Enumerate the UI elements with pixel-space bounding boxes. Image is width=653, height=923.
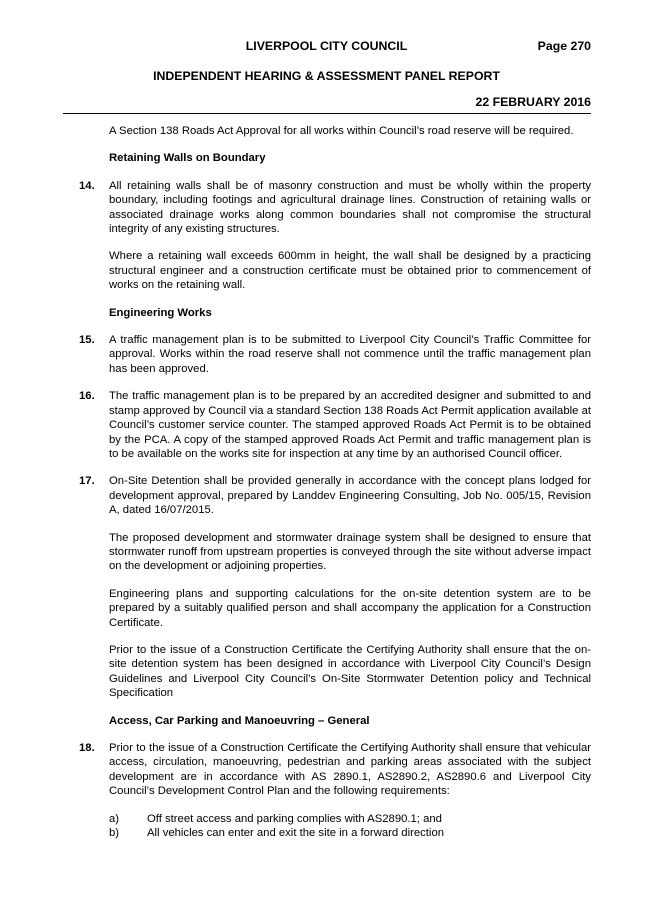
condition-number: 17. xyxy=(79,475,95,488)
condition-paragraph: Engineering plans and supporting calculations for the on-site detention system are to be prepared by a suitably qualified person and shall accompany the application for a Construction Certificate. xyxy=(109,587,591,629)
condition-17 xyxy=(79,474,591,700)
condition-paragraph: The traffic management plan is to be prepared by an accredited designer and submitted to and stamp approved by Council via a standard Section 138 Roads Act Permit application available at Council’s customer service counter. The stamped approved Roads Act Permit is to be obtained by the PCA. A copy of the stamped approved Roads Act Permit and traffic management plan is to be available on the works site for inspection at any time by an authorised Council officer. xyxy=(109,390,591,460)
document-body xyxy=(79,124,591,840)
condition-16 xyxy=(79,389,591,461)
list-item xyxy=(79,826,591,840)
page-number: Page 270 xyxy=(537,39,591,53)
condition-paragraph: Prior to the issue of a Construction Certificate the Certifying Authority shall ensure that vehicular access, circulation, manoeuvring, pedestrian and parking areas associated with the subject development are in accordance with AS 2890.1, AS2890.2, AS2890.6 and Liverpool City Council’s Development Control Plan and the following requirements: xyxy=(109,742,591,798)
heading-engineering-works: Engineering Works xyxy=(109,306,212,319)
condition-number: 16. xyxy=(79,390,95,403)
condition-number: 15. xyxy=(79,334,95,347)
condition-18 xyxy=(79,741,591,799)
report-title: INDEPENDENT HEARING & ASSESSMENT PANEL REPORT xyxy=(153,69,500,83)
council-name: LIVERPOOL CITY COUNCIL xyxy=(245,39,408,53)
condition-paragraph: On-Site Detention shall be provided generally in accordance with the concept plans lodged for development approval, prepared by Landdev Engineering Consulting, Job No. 005/15, Revision A, dated 16/07/2015. xyxy=(109,475,591,517)
condition-paragraph: Prior to the issue of a Construction Certificate the Certifying Authority shall ensure that the on-site detention system has been designed in accordance with Liverpool City Council’s Design Guidelines and Liverpool City Council’s On-Site Stormwater Detention policy and Technical Specification xyxy=(109,643,591,700)
condition-number: 14. xyxy=(79,179,95,192)
intro-paragraph: A Section 138 Roads Act Approval for all works within Council’s road reserve will be required. xyxy=(109,125,574,137)
list-item-letter: b) xyxy=(109,827,120,840)
condition-14 xyxy=(79,179,591,293)
condition-paragraph: The proposed development and stormwater drainage system shall be designed to ensure that stormwater runoff from upstream properties is conveyed through the site without adverse impact on the development or adjoining properties. xyxy=(109,531,591,573)
list-item-letter: a) xyxy=(109,812,120,825)
condition-paragraph: A traffic management plan is to be submitted to Liverpool City Council’s Traffic Committee for approval. Works within the road reserve shall not commence until the traffic management plan has been approved. xyxy=(109,334,591,375)
list-item xyxy=(79,812,591,826)
condition-paragraph: Where a retaining wall exceeds 600mm in height, the wall shall be designed by a practicing structural engineer and a construction certificate must be obtained prior to commencement of works on the retaining wall. xyxy=(109,250,591,292)
heading-access-parking: Access, Car Parking and Manoeuvring – General xyxy=(109,714,370,727)
condition-15 xyxy=(79,333,591,376)
header-divider xyxy=(63,113,591,114)
condition-number: 18. xyxy=(79,742,95,754)
heading-retaining-walls: Retaining Walls on Boundary xyxy=(109,152,266,165)
condition-paragraph: All retaining walls shall be of masonry construction and must be wholly within the property boundary, including footings and agricultural drainage lines. Construction of retaining walls or associated drainage works along common boundaries shall not compromise the structural integrity of any existing structures. xyxy=(109,179,591,236)
list-item-text: Off street access and parking complies with AS2890.1; and xyxy=(147,812,442,825)
list-item-text: All vehicles can enter and exit the site in a forward direction xyxy=(147,827,445,840)
report-date: 22 FEBRUARY 2016 xyxy=(475,95,591,109)
